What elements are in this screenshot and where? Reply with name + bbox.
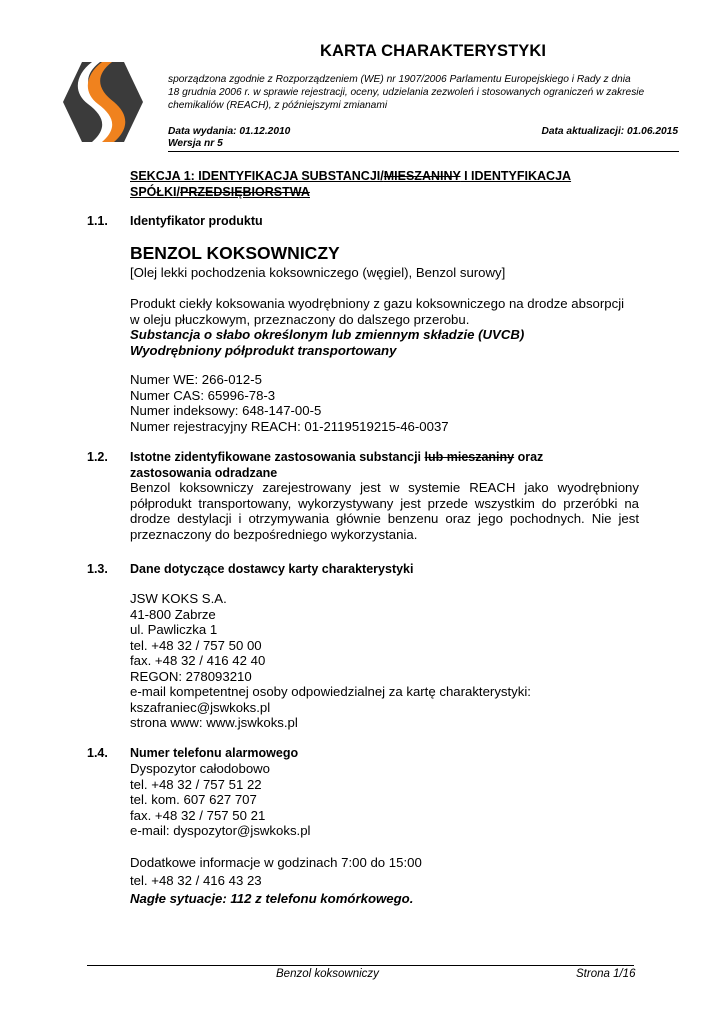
subsection-title-text: Istotne zidentyfikowane zastosowania substancji bbox=[130, 450, 425, 464]
emergency-contacts bbox=[130, 761, 310, 839]
product-synonyms: [Olej lekki pochodzenia koksowniczego (węgiel), Benzol surowy] bbox=[130, 265, 506, 280]
supplier-line: REGON: 278093210 bbox=[130, 668, 252, 684]
identifier-item: Numer WE: 266-012-5 bbox=[130, 372, 262, 387]
subsection-title-text: oraz bbox=[514, 450, 544, 464]
emergency-line: Dyspozytor całodobowo bbox=[130, 761, 271, 776]
description-line: w oleju płuczkowym, przeznaczony do dalszego przerobu. bbox=[130, 311, 470, 327]
uses-description: Benzol koksowniczy zarejestrowany jest w systemie REACH jako wyodrębniony półprodukt transportowany, wykorzystywany jest przede wszystkim do przeróbki na drodze destylacji i otrzymywania głównie benzenu oraz jego pochodnych. Nie jest przeznaczony do bezpośredniego wykorzystania. bbox=[130, 480, 639, 542]
section-heading-text: SEKCJA 1: IDENTYFIKACJA SUBSTANCJI/ bbox=[130, 169, 384, 183]
dates-row bbox=[168, 126, 678, 137]
supplier-line: 41-800 Zabrze bbox=[130, 606, 216, 622]
supplier-line: JSW KOKS S.A. bbox=[130, 591, 227, 606]
subsection-title: Identyfikator produktu bbox=[130, 214, 263, 228]
issue-date: Data wydania: 01.12.2010 bbox=[168, 126, 291, 137]
company-logo bbox=[62, 60, 144, 144]
subsection-title: Numer telefonu alarmowego bbox=[130, 746, 299, 760]
product-name: BENZOL KOKSOWNICZY bbox=[130, 243, 340, 263]
supplier-details bbox=[130, 591, 531, 731]
supplier-line: e-mail kompetentnej osoby odpowiedzialnej za kartę charakterystyki: bbox=[130, 684, 531, 699]
subsection-title: Dane dotyczące dostawcy karty charakterystyki bbox=[130, 562, 414, 576]
intermediate-note: Wyodrębniony półprodukt transportowany bbox=[130, 342, 397, 358]
identifier-item: Numer indeksowy: 648-147-00-5 bbox=[130, 403, 322, 418]
extra-phone: tel. +48 32 / 416 43 23 bbox=[130, 873, 262, 888]
supplier-line: fax. +48 32 / 416 42 40 bbox=[130, 653, 266, 668]
description-line: Produkt ciekły koksowania wyodrębniony z gazu koksowniczego na drodze absorpcji bbox=[130, 296, 625, 311]
product-description bbox=[130, 296, 624, 358]
identifier-item: Numer rejestracyjny REACH: 01-2119519215-46-0037 bbox=[130, 418, 449, 434]
page-number: Strona 1/16 bbox=[576, 968, 636, 980]
subsection-number: 1.1. bbox=[87, 214, 108, 228]
emergency-note: Nagłe sytuacje: 112 z telefonu komórkowego. bbox=[130, 891, 414, 906]
supplier-line: tel. +48 32 / 757 50 00 bbox=[130, 637, 262, 653]
section-heading-struck: MIESZANINY bbox=[383, 169, 461, 183]
subsection-number: 1.2. bbox=[87, 450, 108, 464]
subsection-title bbox=[130, 450, 639, 481]
emergency-email[interactable]: e-mail: dyspozytor@jswkoks.pl bbox=[130, 823, 311, 838]
regulation-note-line: sporządzona zgodnie z Rozporządzeniem (WE) nr 1907/2006 Parlamentu Europejskiego i Rady z dnia bbox=[168, 74, 631, 85]
regulation-note-line: chemikaliów (REACH), z późniejszymi zmianami bbox=[168, 100, 388, 112]
supplier-line: ul. Pawliczka 1 bbox=[130, 622, 218, 637]
section-heading bbox=[130, 168, 639, 200]
section-heading-text: I IDENTYFIKACJA bbox=[460, 169, 572, 183]
header-divider bbox=[168, 151, 679, 152]
emergency-line: fax. +48 32 / 757 50 21 bbox=[130, 807, 266, 823]
uvcb-note: Substancja o słabo określonym lub zmiennym składzie (UVCB) bbox=[130, 327, 525, 342]
emergency-line: tel. kom. 607 627 707 bbox=[130, 792, 257, 807]
supplier-email[interactable]: kszafraniec@jswkoks.pl bbox=[130, 699, 271, 715]
identifiers-list bbox=[130, 372, 449, 434]
emergency-line: tel. +48 32 / 757 51 22 bbox=[130, 776, 262, 792]
extra-info: Dodatkowe informacje w godzinach 7:00 do 15:00 bbox=[130, 855, 422, 870]
section-heading-text: SPÓŁKI/ bbox=[130, 185, 181, 199]
subsection-number: 1.3. bbox=[87, 562, 108, 576]
subsection-title-struck: lub mieszaniny bbox=[424, 450, 515, 464]
regulation-note-line: 18 grudnia 2006 r. w sprawie rejestracji, oceny, udzielania zezwoleń i stosowanych ograniczeń w zakresie bbox=[168, 87, 645, 99]
section-heading-struck: PRZEDSIĘBIORSTWA bbox=[180, 185, 310, 199]
identifier-item: Numer CAS: 65996-78-3 bbox=[130, 387, 276, 403]
footer-divider bbox=[87, 965, 634, 966]
version: Wersja nr 5 bbox=[168, 138, 223, 149]
update-date: Data aktualizacji: 01.06.2015 bbox=[541, 126, 678, 137]
footer-document-name: Benzol koksowniczy bbox=[276, 968, 379, 980]
subsection-number: 1.4. bbox=[87, 746, 108, 760]
subsection-title-text: zastosowania odradzane bbox=[130, 465, 278, 480]
regulation-note bbox=[168, 73, 678, 113]
document-title: KARTA CHARAKTERYSTYKI bbox=[320, 42, 547, 60]
supplier-website[interactable]: strona www: www.jswkoks.pl bbox=[130, 715, 298, 730]
